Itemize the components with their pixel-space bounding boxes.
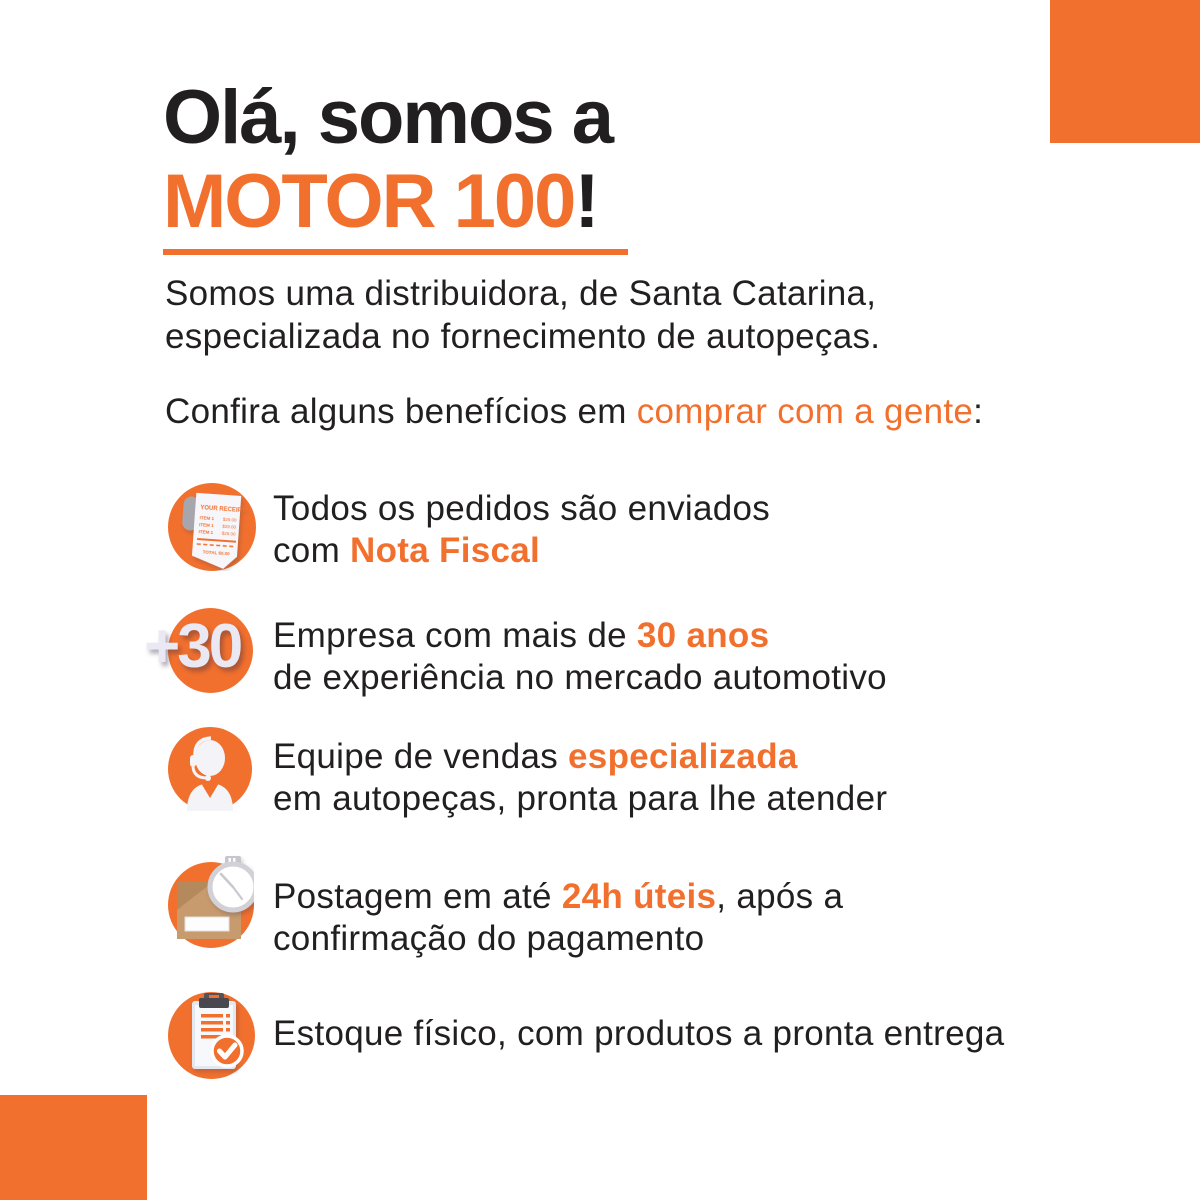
brand-name: MOTOR 100 (163, 159, 575, 244)
benefit-text (273, 876, 843, 960)
benefit-text (273, 488, 770, 572)
about-line2: especializada no fornecimento de autopeças. (165, 317, 881, 356)
benefit-line: Estoque físico, com produtos a pronta entrega (273, 1014, 1005, 1053)
benefit-row-equipe (163, 727, 1113, 827)
support-agent-icon (168, 727, 252, 811)
check-badge (212, 1036, 242, 1066)
svg-text:$29.00: $29.00 (222, 516, 237, 523)
about-line1: Somos uma distribuidora, de Santa Catarina, (165, 274, 877, 313)
benefit-row-estoque (163, 992, 1113, 1092)
benefit-line: Equipe de vendas especializada (273, 737, 798, 776)
intro-colon: : (973, 392, 984, 431)
benefit-line: de experiência no mercado automotivo (273, 658, 887, 697)
benefit-text (273, 736, 887, 820)
benefit-text (273, 615, 887, 699)
receipt-icon (168, 483, 256, 571)
intro-pre: Confira alguns benefícios em (165, 392, 637, 431)
title-underline (163, 249, 628, 255)
shipping-box-stopwatch-icon (168, 846, 254, 950)
plus-30-badge-icon (144, 608, 253, 693)
svg-text:ITEM 1: ITEM 1 (199, 515, 215, 522)
svg-text:ITEM 1: ITEM 1 (198, 522, 214, 529)
title-line2 (163, 160, 628, 244)
benefit-row-postagem (163, 862, 1113, 962)
benefit-row-30-anos (144, 608, 1113, 708)
benefits-intro (165, 390, 983, 433)
benefit-line: Empresa com mais de 30 anos (273, 616, 770, 655)
benefit-line: em autopeças, pronta para lhe atender (273, 779, 888, 818)
benefit-line: confirmação do pagamento (273, 919, 705, 958)
benefit-text (273, 1013, 1004, 1055)
title-line1: Olá, somos a (163, 75, 613, 160)
benefit-line: Postagem em até 24h úteis, após a (273, 877, 844, 916)
benefit-line: Todos os pedidos são enviados (273, 489, 771, 528)
svg-text:ITEM 1: ITEM 1 (198, 529, 214, 536)
corner-square-bottom-left (0, 1095, 147, 1200)
receipt-title-text: YOUR RECEIPT (200, 505, 246, 515)
plus-30-label: +30 (144, 612, 241, 681)
svg-text:TOTAL $0.00: TOTAL $0.00 (202, 549, 230, 557)
intro-highlight: comprar com a gente (636, 392, 974, 431)
svg-text:$29.00: $29.00 (221, 530, 236, 537)
svg-text:$29.00: $29.00 (222, 523, 237, 530)
title-exclamation: ! (574, 159, 598, 244)
benefit-row-nota-fiscal (163, 483, 1113, 583)
page-title (163, 76, 628, 255)
corner-square-top-right (1050, 0, 1200, 143)
benefit-line: com Nota Fiscal (273, 531, 541, 570)
about-text (165, 272, 880, 358)
clipboard-check-icon (168, 992, 255, 1079)
